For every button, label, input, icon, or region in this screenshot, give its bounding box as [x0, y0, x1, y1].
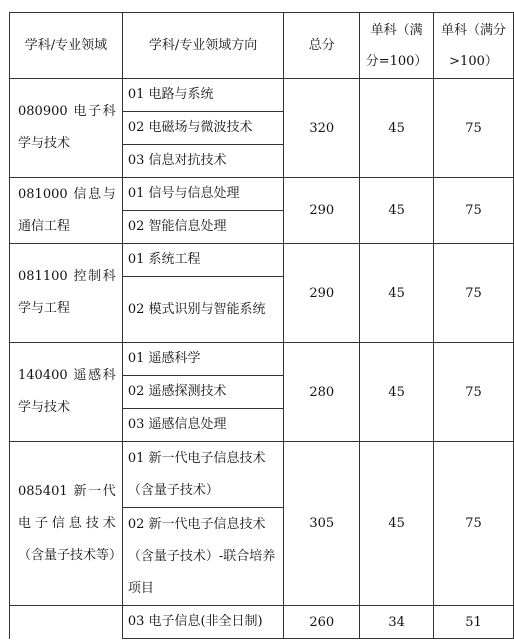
header-single-gt100: 单科（满分>100）: [434, 13, 514, 79]
single-100-cell: 45: [360, 343, 434, 442]
header-row: [10, 13, 514, 79]
single-gt100-cell: 75: [434, 244, 514, 343]
total-score-cell: 290: [284, 244, 360, 343]
table-row: [10, 79, 514, 112]
subject-cell: 081100 控制科学与工程: [10, 244, 123, 343]
table-row: [10, 343, 514, 376]
single-gt100-cell: 75: [434, 442, 514, 606]
direction-cell: 01 电路与系统: [122, 79, 284, 112]
total-score-cell: 260: [284, 606, 360, 639]
header-total: 总分: [284, 13, 360, 79]
header-single-100: 单科（满分=100）: [360, 13, 434, 79]
total-score-cell: 305: [284, 442, 360, 606]
direction-cell: 02 新一代电子信息技术（含量子技术）-联合培养项目: [122, 508, 284, 606]
single-gt100-cell: 75: [434, 343, 514, 442]
direction-cell: 02 电磁场与微波技术: [122, 112, 284, 145]
header-direction: 学科/专业领域方向: [122, 13, 284, 79]
score-table-container: [9, 12, 514, 639]
direction-cell: 02 智能信息处理: [122, 211, 284, 244]
total-score-cell: 290: [284, 178, 360, 244]
single-gt100-cell: 51: [434, 606, 514, 639]
single-gt100-cell: 75: [434, 79, 514, 178]
direction-cell: 02 模式识别与智能系统: [122, 277, 284, 343]
direction-cell: 01 遥感科学: [122, 343, 284, 376]
direction-cell: 03 遥感信息处理: [122, 409, 284, 442]
direction-cell: 03 电子信息(非全日制): [122, 606, 284, 639]
score-table: [9, 12, 514, 639]
single-100-cell: 34: [360, 606, 434, 639]
total-score-cell: 280: [284, 343, 360, 442]
table-row: [10, 244, 514, 277]
subject-cell: 081000 信息与通信工程: [10, 178, 123, 244]
single-100-cell: 45: [360, 244, 434, 343]
header-subject: 学科/专业领域: [10, 13, 123, 79]
subject-cell-empty: [10, 606, 123, 639]
direction-cell: 02 遥感探测技术: [122, 376, 284, 409]
direction-cell: 01 系统工程: [122, 244, 284, 277]
direction-cell: 03 信息对抗技术: [122, 145, 284, 178]
subject-cell: 085401 新一代电子信息技术（含量子技术等）: [10, 442, 123, 606]
table-row: [10, 442, 514, 508]
single-100-cell: 45: [360, 442, 434, 606]
total-score-cell: 320: [284, 79, 360, 178]
single-100-cell: 45: [360, 178, 434, 244]
subject-cell: 140400 遥感科学与技术: [10, 343, 123, 442]
single-100-cell: 45: [360, 79, 434, 178]
direction-cell: 01 新一代电子信息技术（含量子技术）: [122, 442, 284, 508]
direction-cell: 01 信号与信息处理: [122, 178, 284, 211]
table-row: [10, 606, 514, 639]
subject-cell: 080900 电子科学与技术: [10, 79, 123, 178]
single-gt100-cell: 75: [434, 178, 514, 244]
table-row: [10, 178, 514, 211]
